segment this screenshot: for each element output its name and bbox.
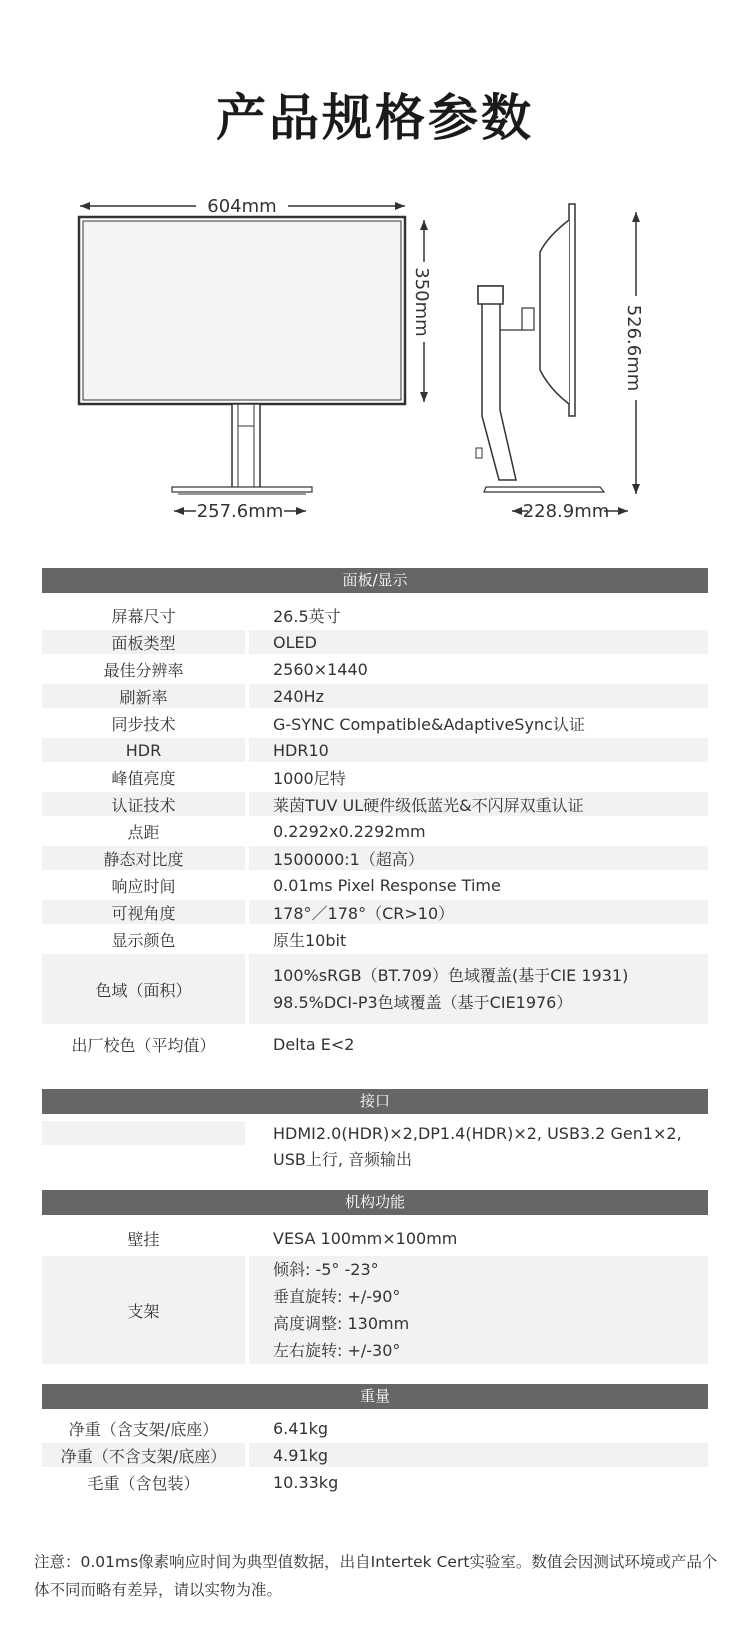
spec-row <box>42 630 708 654</box>
section-header: 接口 <box>42 1089 708 1114</box>
spec-value: 26.5英寸 <box>273 606 341 626</box>
spec-value-line: 垂直旋转: +/-90° <box>273 1287 401 1306</box>
side-depth-label: 228.9mm <box>522 501 610 522</box>
spec-value: G-SYNC Compatible&AdaptiveSync认证 <box>273 714 585 734</box>
spec-key: 最佳分辨率 <box>103 660 184 680</box>
mechanics-section <box>42 1190 708 1364</box>
spec-value <box>249 954 708 1024</box>
spec-value-line: HDMI2.0(HDR)×2,DP1.4(HDR)×2, USB3.2 Gen1×2, <box>273 1124 682 1143</box>
spec-value: 0.2292x0.2292mm <box>273 821 426 841</box>
spec-key: 面板类型 <box>42 630 245 654</box>
spec-value <box>249 1121 708 1173</box>
spec-row <box>42 657 708 681</box>
side-view <box>476 204 640 515</box>
spec-row <box>42 1121 708 1173</box>
spec-key: 峰值亮度 <box>111 768 176 788</box>
spec-row <box>42 1443 708 1467</box>
spec-key: 净重（含支架/底座） <box>68 1419 219 1439</box>
front-width-label: 604mm <box>207 196 277 217</box>
spec-row <box>42 738 708 762</box>
spec-row <box>42 603 708 627</box>
spec-value: 240Hz <box>249 684 708 708</box>
spec-key: 响应时间 <box>111 876 176 896</box>
spec-value: HDR10 <box>249 738 708 762</box>
spec-value: 莱茵TUV UL硬件级低蓝光&不闪屏双重认证 <box>249 792 708 816</box>
spec-value-line: USB上行, 音频输出 <box>273 1150 413 1169</box>
spec-value: VESA 100mm×100mm <box>273 1228 458 1248</box>
spec-row <box>42 819 708 843</box>
panel-display-section <box>42 568 708 1061</box>
spec-key: 可视角度 <box>42 900 245 924</box>
spec-key: 色域（面积） <box>42 954 245 1024</box>
base-width-label: 257.6mm <box>196 501 284 522</box>
spec-row <box>42 711 708 735</box>
spec-key: 支架 <box>42 1256 245 1364</box>
spec-value-line: 98.5%DCI-P3色域覆盖（基于CIE1976） <box>273 993 573 1012</box>
spec-row <box>42 1416 708 1440</box>
spec-value-line: 高度调整: 130mm <box>273 1314 410 1333</box>
page-title: 产品规格参数 <box>216 89 534 147</box>
spec-row <box>42 1256 708 1364</box>
spec-row <box>42 927 708 951</box>
spec-row <box>42 1470 708 1494</box>
spec-key: 净重（不含支架/底座） <box>42 1443 245 1467</box>
section-header: 面板/显示 <box>42 568 708 593</box>
spec-key: 点距 <box>127 822 160 842</box>
front-height-label: 350mm <box>411 267 432 337</box>
spec-value: Delta E<2 <box>273 1034 355 1054</box>
section-header: 重量 <box>42 1384 708 1409</box>
spec-value: 178°／178°（CR>10） <box>249 900 708 924</box>
spec-value: 10.33kg <box>273 1472 339 1492</box>
spec-value: OLED <box>249 630 708 654</box>
spec-key: 毛重（含包装） <box>87 1473 200 1493</box>
spec-value <box>249 1256 708 1364</box>
side-height-label: 526.6mm <box>623 304 644 392</box>
spec-key: 静态对比度 <box>42 846 245 870</box>
spec-value-line: 倾斜: -5° -23° <box>273 1260 379 1279</box>
spec-row <box>42 684 708 708</box>
front-view <box>79 202 428 515</box>
spec-value: 1000尼特 <box>273 768 346 788</box>
spec-row <box>42 900 708 924</box>
spec-row <box>42 1027 708 1061</box>
spec-value-line: 左右旋转: +/-30° <box>273 1341 401 1360</box>
spec-value: 原生10bit <box>273 930 347 950</box>
spec-value: 2560×1440 <box>273 659 368 679</box>
spec-key: 认证技术 <box>42 792 245 816</box>
spec-value: 6.41kg <box>273 1418 329 1438</box>
section-header: 机构功能 <box>42 1190 708 1215</box>
spec-value: 1500000:1（超高） <box>249 846 708 870</box>
spec-row <box>42 1223 708 1253</box>
spec-row <box>42 792 708 816</box>
spec-row <box>42 765 708 789</box>
spec-value: 4.91kg <box>249 1443 708 1467</box>
spec-value: 0.01ms Pixel Response Time <box>273 875 501 895</box>
spec-key: 刷新率 <box>42 684 245 708</box>
ports-section <box>42 1089 708 1173</box>
spec-key: 壁挂 <box>127 1229 160 1249</box>
spec-key: 显示颜色 <box>111 930 176 950</box>
spec-row <box>42 846 708 870</box>
spec-row <box>42 954 708 1024</box>
spec-value-line: 100%sRGB（BT.709）色域覆盖(基于CIE 1931) <box>273 966 629 985</box>
spec-key: 屏幕尺寸 <box>111 606 176 626</box>
spec-key: 出厂校色（平均值） <box>71 1035 216 1055</box>
monitor-dimension-diagram <box>0 190 750 550</box>
footnote: 注意：0.01ms像素响应时间为典型值数据，出自Intertek Cert实验室。数值会因测试环境或产品个体不同而略有差异，请以实物为准。 <box>34 1553 718 1599</box>
weight-section <box>42 1384 708 1494</box>
spec-key <box>42 1121 245 1145</box>
spec-row <box>42 873 708 897</box>
spec-key: HDR <box>42 738 245 762</box>
spec-key: 同步技术 <box>111 714 176 734</box>
